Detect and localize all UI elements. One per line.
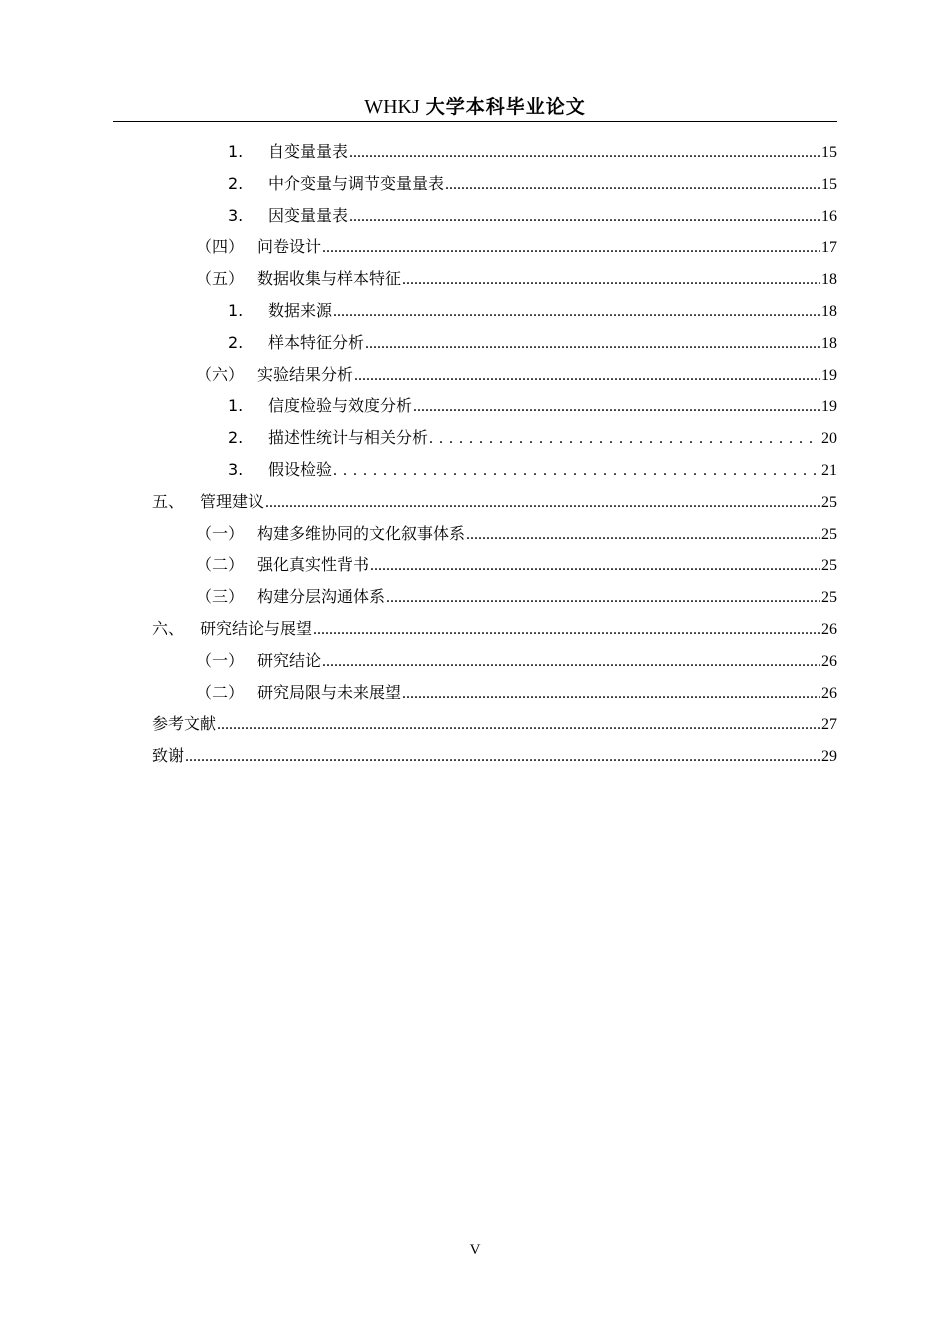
toc-dot-leader — [365, 329, 820, 359]
toc-dot-leader — [466, 520, 820, 550]
toc-entry-page: 25 — [821, 589, 837, 607]
toc-entry[interactable] — [228, 328, 837, 358]
toc-entry-number: 2. — [228, 428, 244, 448]
toc-entry-title: 数据来源 — [268, 301, 333, 320]
toc-entry-number: 六、 — [152, 619, 185, 638]
toc-entry-title: 管理建议 — [200, 491, 265, 511]
toc-entry[interactable] — [196, 232, 837, 262]
toc-entry[interactable] — [196, 519, 837, 549]
toc-entry-title: 描述性统计与相关分析 — [268, 428, 429, 448]
toc-dot-leader — [413, 392, 820, 422]
toc-entry-page: 25 — [821, 493, 837, 511]
toc-entry-page: 25 — [821, 525, 837, 543]
toc-entry[interactable] — [228, 391, 837, 421]
toc-entry-page: 25 — [821, 557, 837, 575]
toc-entry-title: 假设检验 — [268, 460, 333, 479]
toc-entry-title: 实验结果分析 — [257, 364, 354, 384]
toc-dot-leader — [402, 265, 820, 295]
toc-entry-number: （三） — [196, 587, 245, 607]
toc-entry[interactable] — [152, 614, 837, 644]
toc-entry[interactable] — [152, 741, 837, 771]
toc-entry-page: 18 — [821, 334, 837, 352]
toc-dot-leader — [349, 138, 820, 168]
toc-entry-title: 因变量量表 — [268, 205, 349, 225]
toc-entry-number: （一） — [196, 650, 245, 670]
toc-entry-number: （一） — [196, 523, 245, 543]
toc-entry-page: 19 — [821, 366, 837, 384]
header-divider — [113, 121, 837, 122]
toc-entry[interactable] — [228, 423, 837, 453]
toc-entry-title: 致谢 — [152, 746, 185, 766]
toc-entry-number: 2. — [228, 332, 244, 352]
toc-entry-number: （二） — [196, 555, 245, 575]
toc-entry-title: 样本特征分析 — [268, 332, 365, 352]
toc-entry[interactable] — [196, 550, 837, 580]
toc-entry-title: 构建多维协同的文化叙事体系 — [257, 523, 466, 543]
toc-entry-number: （六） — [196, 364, 245, 384]
toc-entry-title: 构建分层沟通体系 — [257, 587, 386, 607]
toc-dot-leader — [429, 424, 820, 454]
toc-dot-leader — [354, 361, 820, 391]
toc-entry[interactable] — [196, 360, 837, 390]
header-title-text: 大学本科毕业论文 — [425, 96, 586, 118]
toc-dot-leader — [322, 233, 820, 263]
toc-dot-leader — [217, 710, 820, 740]
page-number: V — [469, 1242, 481, 1258]
toc-entry[interactable] — [196, 678, 837, 708]
toc-entry-page: 21 — [821, 462, 837, 479]
toc-dot-leader — [370, 551, 820, 581]
toc-entry[interactable] — [152, 487, 837, 517]
toc-entry-title: 研究局限与未来展望 — [257, 682, 402, 702]
toc-entry-title: 参考文献 — [152, 714, 217, 734]
toc-dot-leader — [386, 583, 820, 613]
toc-entry[interactable] — [196, 264, 837, 294]
toc-entry-number: （四） — [196, 237, 245, 257]
toc-entry-title: 强化真实性背书 — [257, 555, 370, 575]
toc-entry-page: 27 — [821, 716, 837, 734]
toc-entry[interactable] — [228, 137, 837, 167]
toc-entry-number: 1. — [228, 142, 244, 161]
toc-dot-leader — [185, 742, 820, 772]
toc-entry-title: 信度检验与效度分析 — [268, 396, 413, 416]
toc-entry-number: 1. — [228, 301, 244, 320]
toc-entry-title: 数据收集与样本特征 — [257, 269, 402, 289]
toc-entry[interactable] — [228, 296, 837, 326]
toc-entry-page: 16 — [821, 207, 837, 225]
page-footer — [0, 1242, 950, 1259]
toc-entry-page: 18 — [821, 271, 837, 289]
toc-entry-title: 研究结论与展望 — [200, 619, 313, 638]
toc-dot-leader — [313, 615, 820, 645]
toc-dot-leader — [349, 202, 820, 232]
toc-entry-title: 问卷设计 — [257, 237, 322, 257]
toc-dot-leader — [402, 679, 820, 709]
toc-entry-title: 研究结论 — [257, 650, 322, 670]
toc-entry-page: 29 — [821, 748, 837, 766]
toc-dot-leader — [265, 488, 820, 518]
toc-entry-page: 26 — [821, 684, 837, 702]
toc-dot-leader — [333, 456, 820, 486]
toc-entry-page: 18 — [821, 303, 837, 320]
header-latin-text: WHKJ — [364, 96, 420, 118]
toc-entry[interactable] — [228, 201, 837, 231]
toc-dot-leader — [333, 297, 820, 327]
toc-dot-leader — [445, 170, 820, 200]
toc-entry-title: 中介变量与调节变量量表 — [268, 173, 445, 193]
toc-entry[interactable] — [228, 169, 837, 199]
toc-entry-page: 15 — [821, 175, 837, 193]
toc-entry-page: 17 — [821, 239, 837, 257]
page-header — [113, 92, 837, 120]
toc-entry[interactable] — [196, 646, 837, 676]
toc-entry-page: 26 — [821, 621, 837, 638]
toc-entry-number: 3. — [228, 205, 244, 225]
toc-entry-page: 26 — [821, 652, 837, 670]
toc-entry[interactable] — [152, 709, 837, 739]
toc-entry-number: 五、 — [152, 491, 185, 511]
toc-entry-number: 2. — [228, 173, 244, 193]
toc-entry-title: 自变量量表 — [268, 142, 349, 161]
toc-entry-page: 15 — [821, 144, 837, 161]
toc-entry[interactable] — [196, 582, 837, 612]
toc-entry[interactable] — [228, 455, 837, 485]
toc-entry-number: 1. — [228, 396, 244, 416]
toc-entry-number: （五） — [196, 269, 245, 289]
toc-entry-number: （二） — [196, 682, 245, 702]
toc-entry-number: 3. — [228, 460, 244, 479]
toc-entry-page: 19 — [821, 398, 837, 416]
toc-entry-page: 20 — [821, 430, 837, 448]
toc-dot-leader — [322, 647, 820, 677]
